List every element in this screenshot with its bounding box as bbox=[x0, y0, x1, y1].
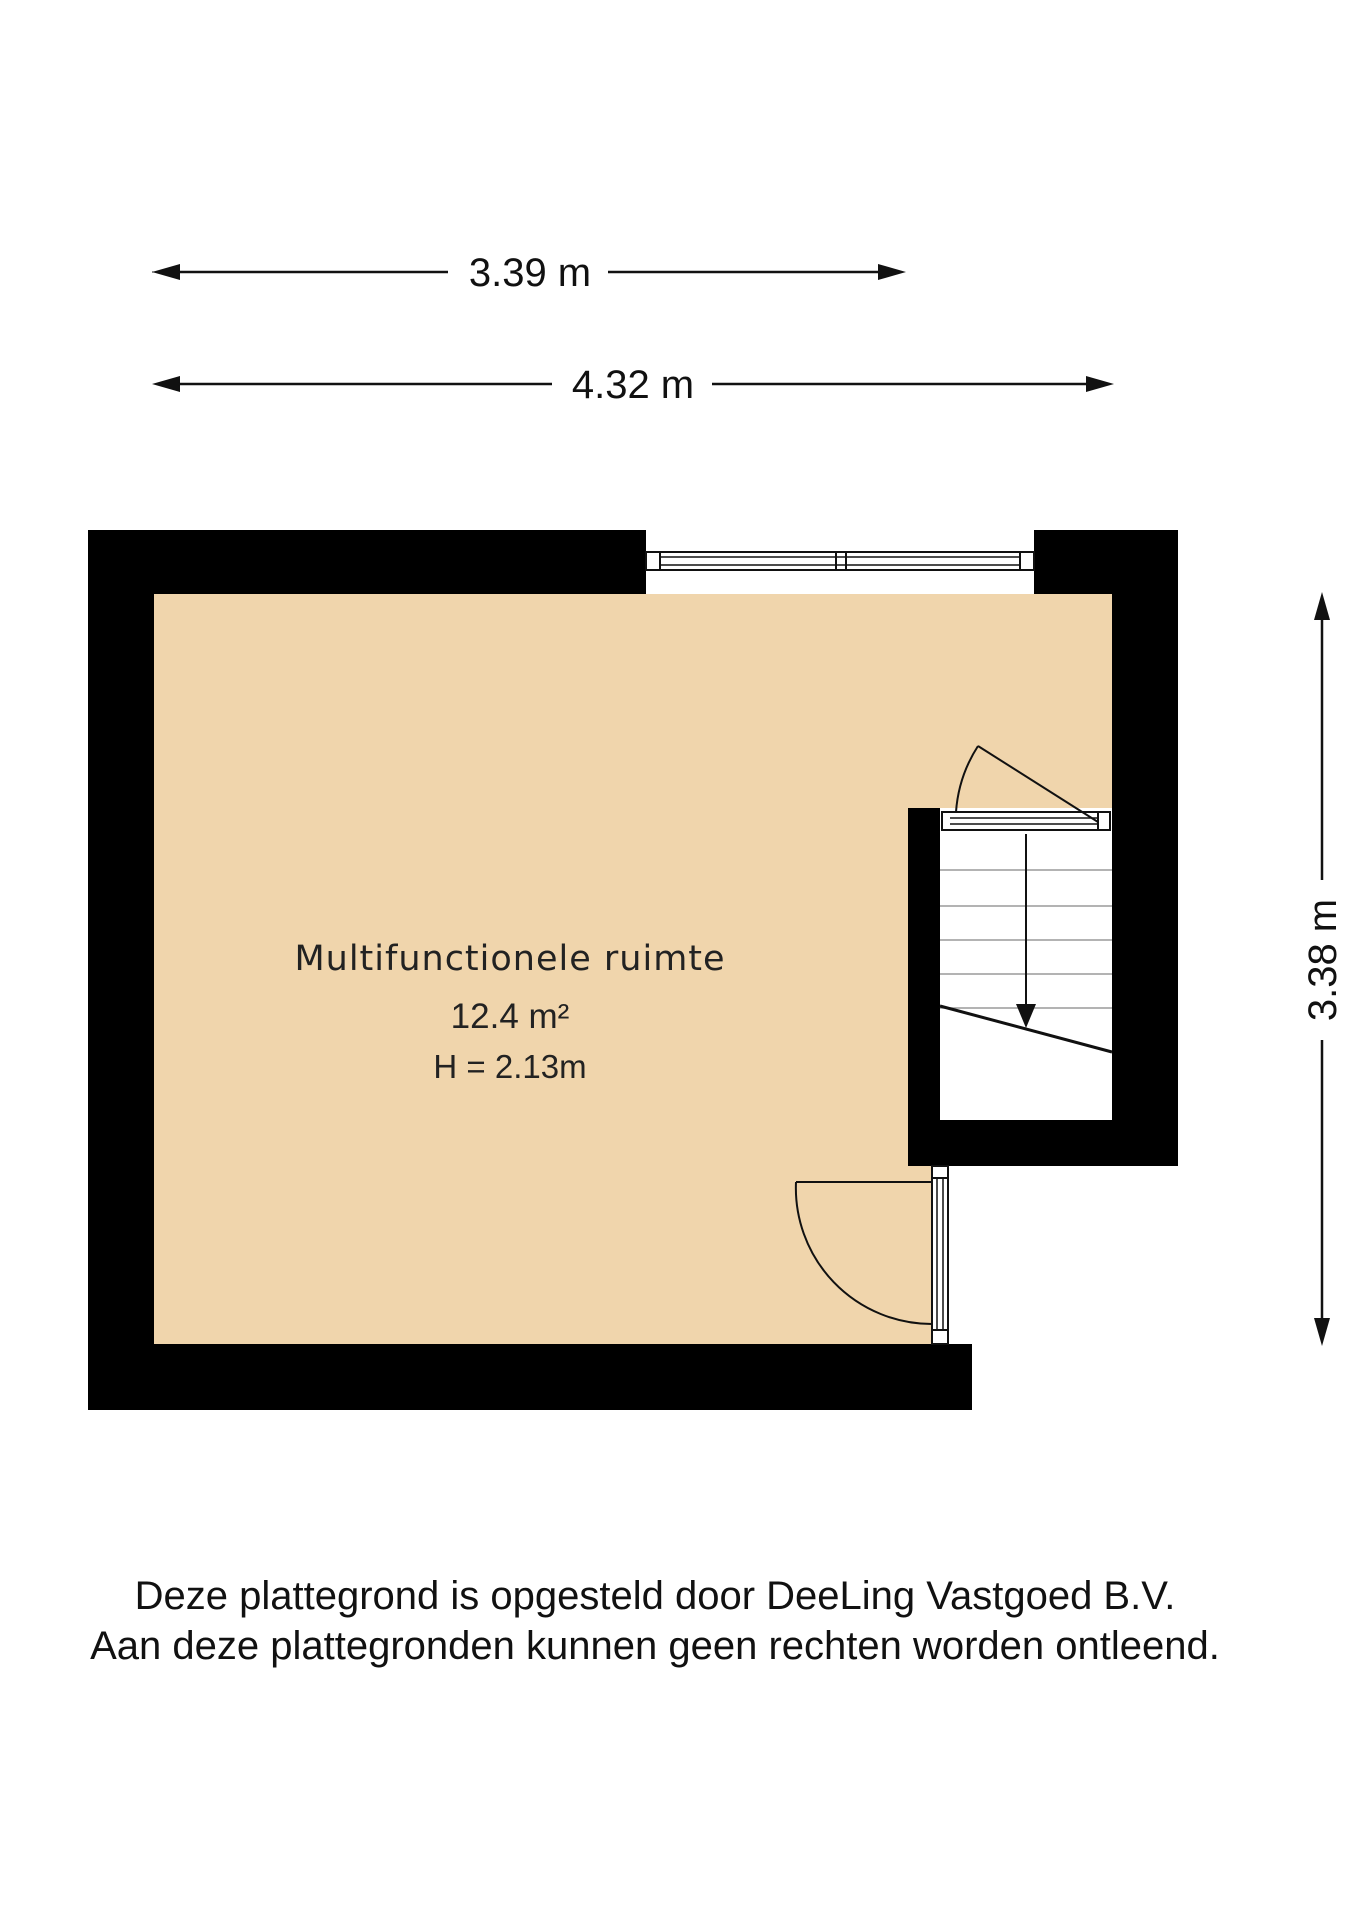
wall-stair-left bbox=[908, 808, 940, 1166]
window-top bbox=[646, 552, 1034, 570]
dimension-label-right-height: 3.38 m bbox=[1301, 898, 1345, 1022]
dimension-top-inner bbox=[152, 251, 906, 295]
wall-bottom bbox=[88, 1344, 972, 1410]
room-name: Multifunctionele ruimte bbox=[294, 939, 726, 979]
room-area: 12.4 m² bbox=[450, 997, 570, 1036]
dimension-label-top-outer: 4.32 m bbox=[571, 363, 695, 407]
room-height: H = 2.13m bbox=[433, 1048, 587, 1085]
wall-bottom-right-stub bbox=[932, 1344, 972, 1410]
wall-right-outer bbox=[1112, 530, 1178, 1164]
wall-left bbox=[88, 530, 154, 1410]
dimension-label-top-inner: 3.39 m bbox=[468, 251, 592, 295]
dimension-right-height bbox=[1301, 592, 1345, 1346]
staircase bbox=[940, 812, 1112, 1120]
wall-stair-bottom bbox=[908, 1120, 1178, 1166]
footer-disclaimer-line-2: Aan deze plattegronden kunnen geen rechten worden ontleend. bbox=[90, 1624, 1220, 1668]
footer-disclaimer-line-1: Deze plattegrond is opgesteld door DeeLing Vastgoed B.V. bbox=[134, 1574, 1176, 1618]
dimension-top-outer bbox=[152, 363, 1114, 407]
wall-top-left bbox=[88, 530, 646, 594]
